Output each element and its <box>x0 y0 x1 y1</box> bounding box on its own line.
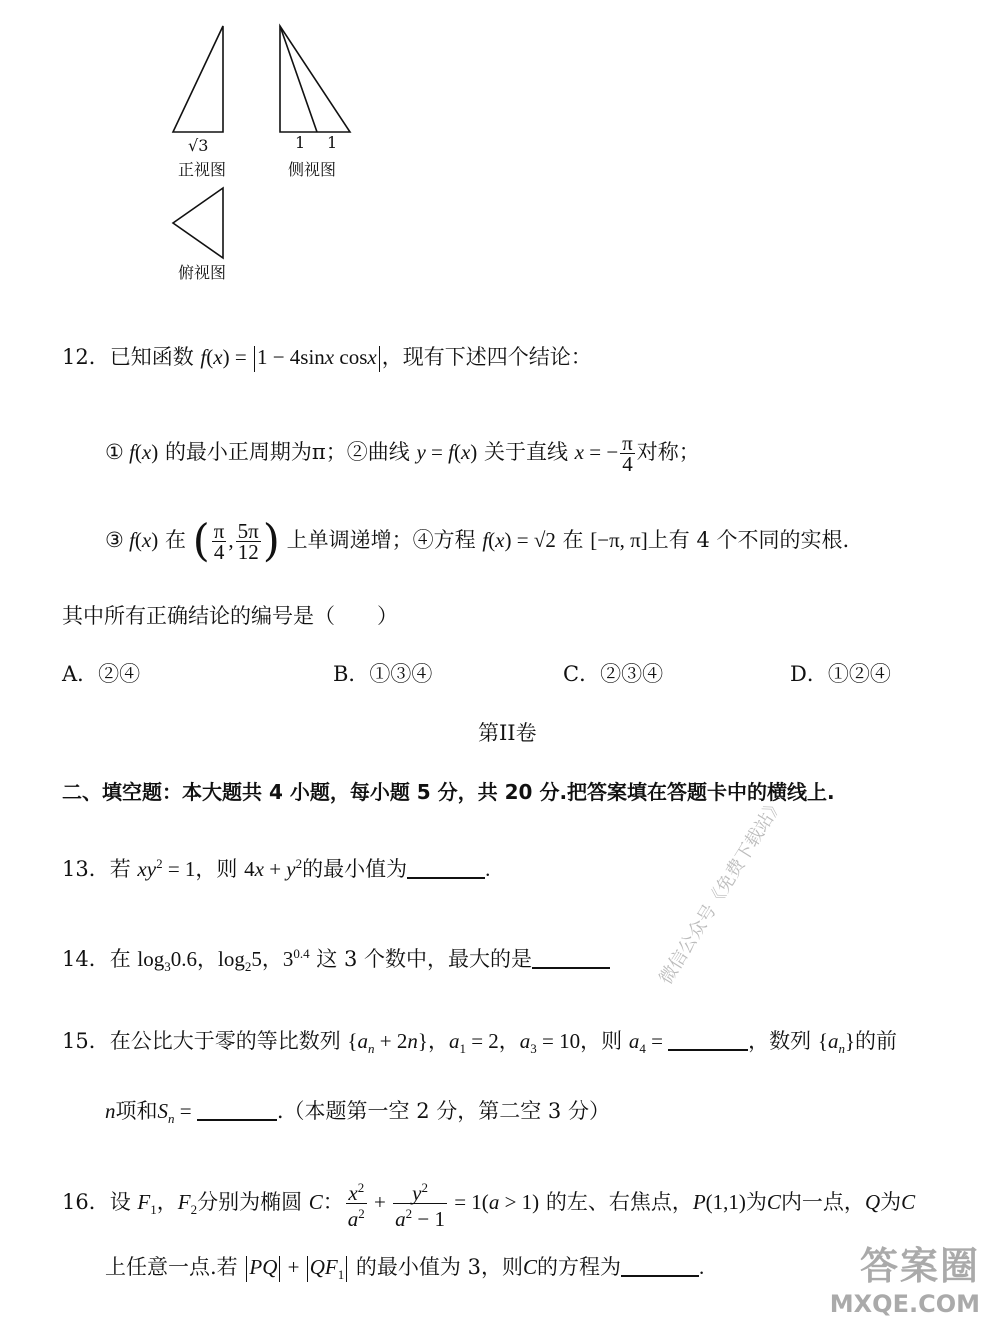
q15-line-1: 15．在公比大于零的等比数列 $\{a_n + 2n\}$，$a_1 = 2$，$a_3 = 10$，则 $a_4$ = ，数列 $\{a_n\}$的前 <box>62 1029 898 1057</box>
front-view-label: 正视图 <box>178 160 227 179</box>
q12-c3a: 在 <box>164 528 186 552</box>
q15-answer-blank-2[interactable] <box>197 1101 277 1121</box>
q12-conclusion-1-2: ① f(x) 的最小正周期为π；②曲线 y = f(x) 关于直线 x = − $\frac{\pi}{4}$ 对称； <box>105 431 700 476</box>
q12-tail: ，现有下述四个结论： <box>381 345 592 369</box>
section-title: 第II卷 <box>478 721 537 745</box>
q16-line-1: 16．设 $F_1$，$F_2$分别为椭圆 C： $\frac{x^2}{a^2}$ + $\frac{y^2}{a^2 - 1}$ = 1(a > 1) 的左、右焦点，P(1,1)为C内一点，Q为C <box>62 1180 916 1231</box>
q12-c3c: 在 <box>562 528 584 552</box>
q12-option-b: B．①③④ <box>333 662 433 686</box>
watermark-logo: 答案圈 MXQE.COM <box>829 1244 980 1318</box>
side-view-dimension-1: 1 <box>295 133 306 152</box>
q15-answer-blank-1[interactable] <box>668 1031 748 1051</box>
q16-line-2: 上任意一点.若 PQ + $QF_1$ 的最小值为 3，则C的方程为 . <box>105 1255 705 1283</box>
three-view-figure <box>160 20 370 290</box>
side-view-dimension-2: 1 <box>327 133 338 152</box>
q12-option-d: D．①②④ <box>790 662 891 686</box>
q13-answer-blank[interactable] <box>407 859 485 879</box>
q12-conclusion-3-4: ③ f(x) 在 ( $\frac{\pi}{4}$ , $\frac{5\pi}{12}$ ) 上单调递增；④方程 f(x) = √2 在 [−π, π]上有 4 个不同的实根. <box>105 515 850 567</box>
q12-c1b: 关于直线 <box>483 440 568 464</box>
top-view-label: 俯视图 <box>178 263 227 282</box>
section-header: 二、填空题：本大题共 4 小题，每小题 5 分，共 20 分.把答案填在答题卡中的横线上. <box>62 780 835 804</box>
q12-question: 其中所有正确结论的编号是（ ） <box>62 604 398 628</box>
side-view-label: 侧视图 <box>288 160 337 179</box>
q12-stem: 12．已知函数 f(x) = 1 − 4sinx cosx ，现有下述四个结论： <box>62 343 592 372</box>
q15-line-2: n项和$S_n$ = .（本题第一空 2 分，第二空 3 分） <box>105 1099 610 1127</box>
q12-c1c: 对称； <box>636 440 700 464</box>
q12-number: 12． <box>62 345 110 369</box>
side-view-inner-edge <box>280 26 317 132</box>
q14: 14．在 $\log_30.6$，$\log_25$，$3^{0.4}$ 这 3 个数中，最大的是 <box>62 940 610 981</box>
q12-option-a: A．②④ <box>62 662 141 686</box>
q12-c1a: 的最小正周期为π；②曲线 <box>164 440 410 464</box>
front-view-dimension: √3 <box>188 136 209 155</box>
watermark-text: 微信公众号《免费下载站》 <box>655 793 788 989</box>
q14-answer-blank[interactable] <box>532 949 610 969</box>
q16-answer-blank[interactable] <box>621 1257 699 1277</box>
q12-c3d: 上有 4 个不同的实根. <box>647 528 850 552</box>
q12-c3b: 上单调递增；④方程 <box>286 528 476 552</box>
q13: 13．若 $xy^2 = 1$，则 $4x + y^2$的最小值为 . <box>62 856 491 881</box>
q12-intro: 已知函数 <box>109 345 194 369</box>
top-view-triangle <box>173 188 223 258</box>
front-view-triangle <box>173 26 223 132</box>
side-view-triangle <box>280 26 350 132</box>
q12-option-c: C．②③④ <box>563 662 664 686</box>
q12-function: f <box>200 345 207 369</box>
